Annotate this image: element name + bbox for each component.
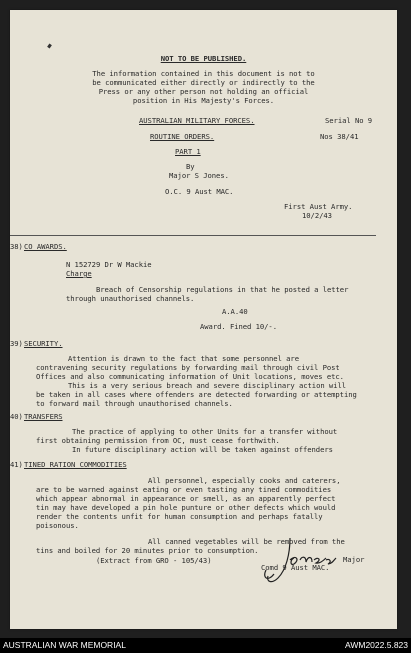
section-38-heading: CO AWARDS. <box>24 242 67 251</box>
document-page <box>10 10 397 629</box>
soldier-details: N 152729 Dr W Mackie <box>66 260 152 269</box>
charge-line-2: through unauthorised channels. <box>66 294 195 303</box>
restriction-heading: NOT TO BE PUBLISHED. <box>160 54 247 63</box>
security-line-3: Offices and also communicating information of Unit locations, moves etc. <box>36 372 344 381</box>
rations-line-8: tins and boiled for 20 minutes prior to consumption. <box>36 546 259 555</box>
part-label: PART 1 <box>175 147 201 156</box>
order-date: 10/2/43 <box>302 211 332 220</box>
handwritten-signature <box>260 530 340 590</box>
rations-line-6: poisonous. <box>36 521 79 530</box>
formation: First Aust Army. <box>284 202 353 211</box>
document-title: ROUTINE ORDERS. <box>150 132 215 141</box>
notice-line-1: The information contained in this document is not to <box>92 69 315 78</box>
notice-line-4: position in His Majesty's Forces. <box>132 96 275 105</box>
transfers-line-2: first obtaining permission from OC, must cease forthwith. <box>36 436 280 445</box>
rations-line-1: All personnel, especially cooks and caterers, <box>148 476 341 485</box>
gro-extract: (Extract from GRO - 105/43) <box>96 556 212 565</box>
punch-mark <box>47 44 52 49</box>
command-line: O.C. 9 Aust MAC. <box>165 187 234 196</box>
rations-line-4: tin may have developed a pin hole punture or other defects which would <box>36 503 336 512</box>
rations-line-5: render the contents unfit for human consumption and perhaps fatally <box>36 512 323 521</box>
security-line-2: contravening security regulations by forwarding mail through civil Post <box>36 363 340 372</box>
order-numbers: Nos 38/41 <box>320 132 359 141</box>
security-line-5: be taken in all cases where offenders are detected forwarding or attempting <box>36 390 357 399</box>
transfers-line-3: In future disciplinary action will be taken against offenders <box>72 445 333 454</box>
section-40-heading: TRANSFERS <box>24 412 63 421</box>
divider-line <box>10 235 376 236</box>
section-41-number: 41) <box>10 460 23 469</box>
section-38-number: 38) <box>10 242 23 251</box>
by-label: By <box>186 162 195 171</box>
rations-line-2: are to be warned against eating or even tasting any tined commodities <box>36 485 332 494</box>
signatory-rank: Major <box>343 555 365 564</box>
rations-line-7: All canned vegetables will be removed from the <box>148 537 345 546</box>
award-line: Award. Fined 10/-. <box>200 322 277 331</box>
charge-label: Charge <box>66 269 92 278</box>
organisation: AUSTRALIAN MILITARY FORCES. <box>139 116 255 125</box>
rations-line-3: which appear abnormal in appearance or smell, as an apparently perfect <box>36 494 336 503</box>
section-41-heading: TINED RATION COMMODITIES <box>24 460 127 469</box>
charge-line-1: Breach of Censorship regulations in that he posted a letter <box>96 285 349 294</box>
accession-number: AWM2022.5.823 <box>345 640 408 650</box>
security-line-4: This is a very serious breach and severe disciplinary action will <box>68 381 347 390</box>
signatory-unit: Comd 9 Aust MAC. <box>261 563 330 572</box>
archive-caption-bar <box>0 638 411 653</box>
security-line-1: Attention is drawn to the fact that some personnel are <box>68 354 299 363</box>
notice-line-2: be communicated either directly or indirectly to the <box>92 78 315 87</box>
archive-name: AUSTRALIAN WAR MEMORIAL <box>3 640 126 650</box>
officer-name: Major S Jones. <box>169 171 229 180</box>
transfers-line-1: The practice of applying to other Units for a transfer without <box>72 427 338 436</box>
serial-number: Serial No 9 <box>325 116 373 125</box>
section-39-heading: SECURITY. <box>24 339 63 348</box>
notice-line-3: Press or any other person not holding an official <box>98 87 309 96</box>
section-40-number: 40) <box>10 412 23 421</box>
section-39-number: 39) <box>10 339 23 348</box>
act-reference: A.A.40 <box>222 307 248 316</box>
security-line-6: to forward mail through unauthorised channels. <box>36 399 233 408</box>
